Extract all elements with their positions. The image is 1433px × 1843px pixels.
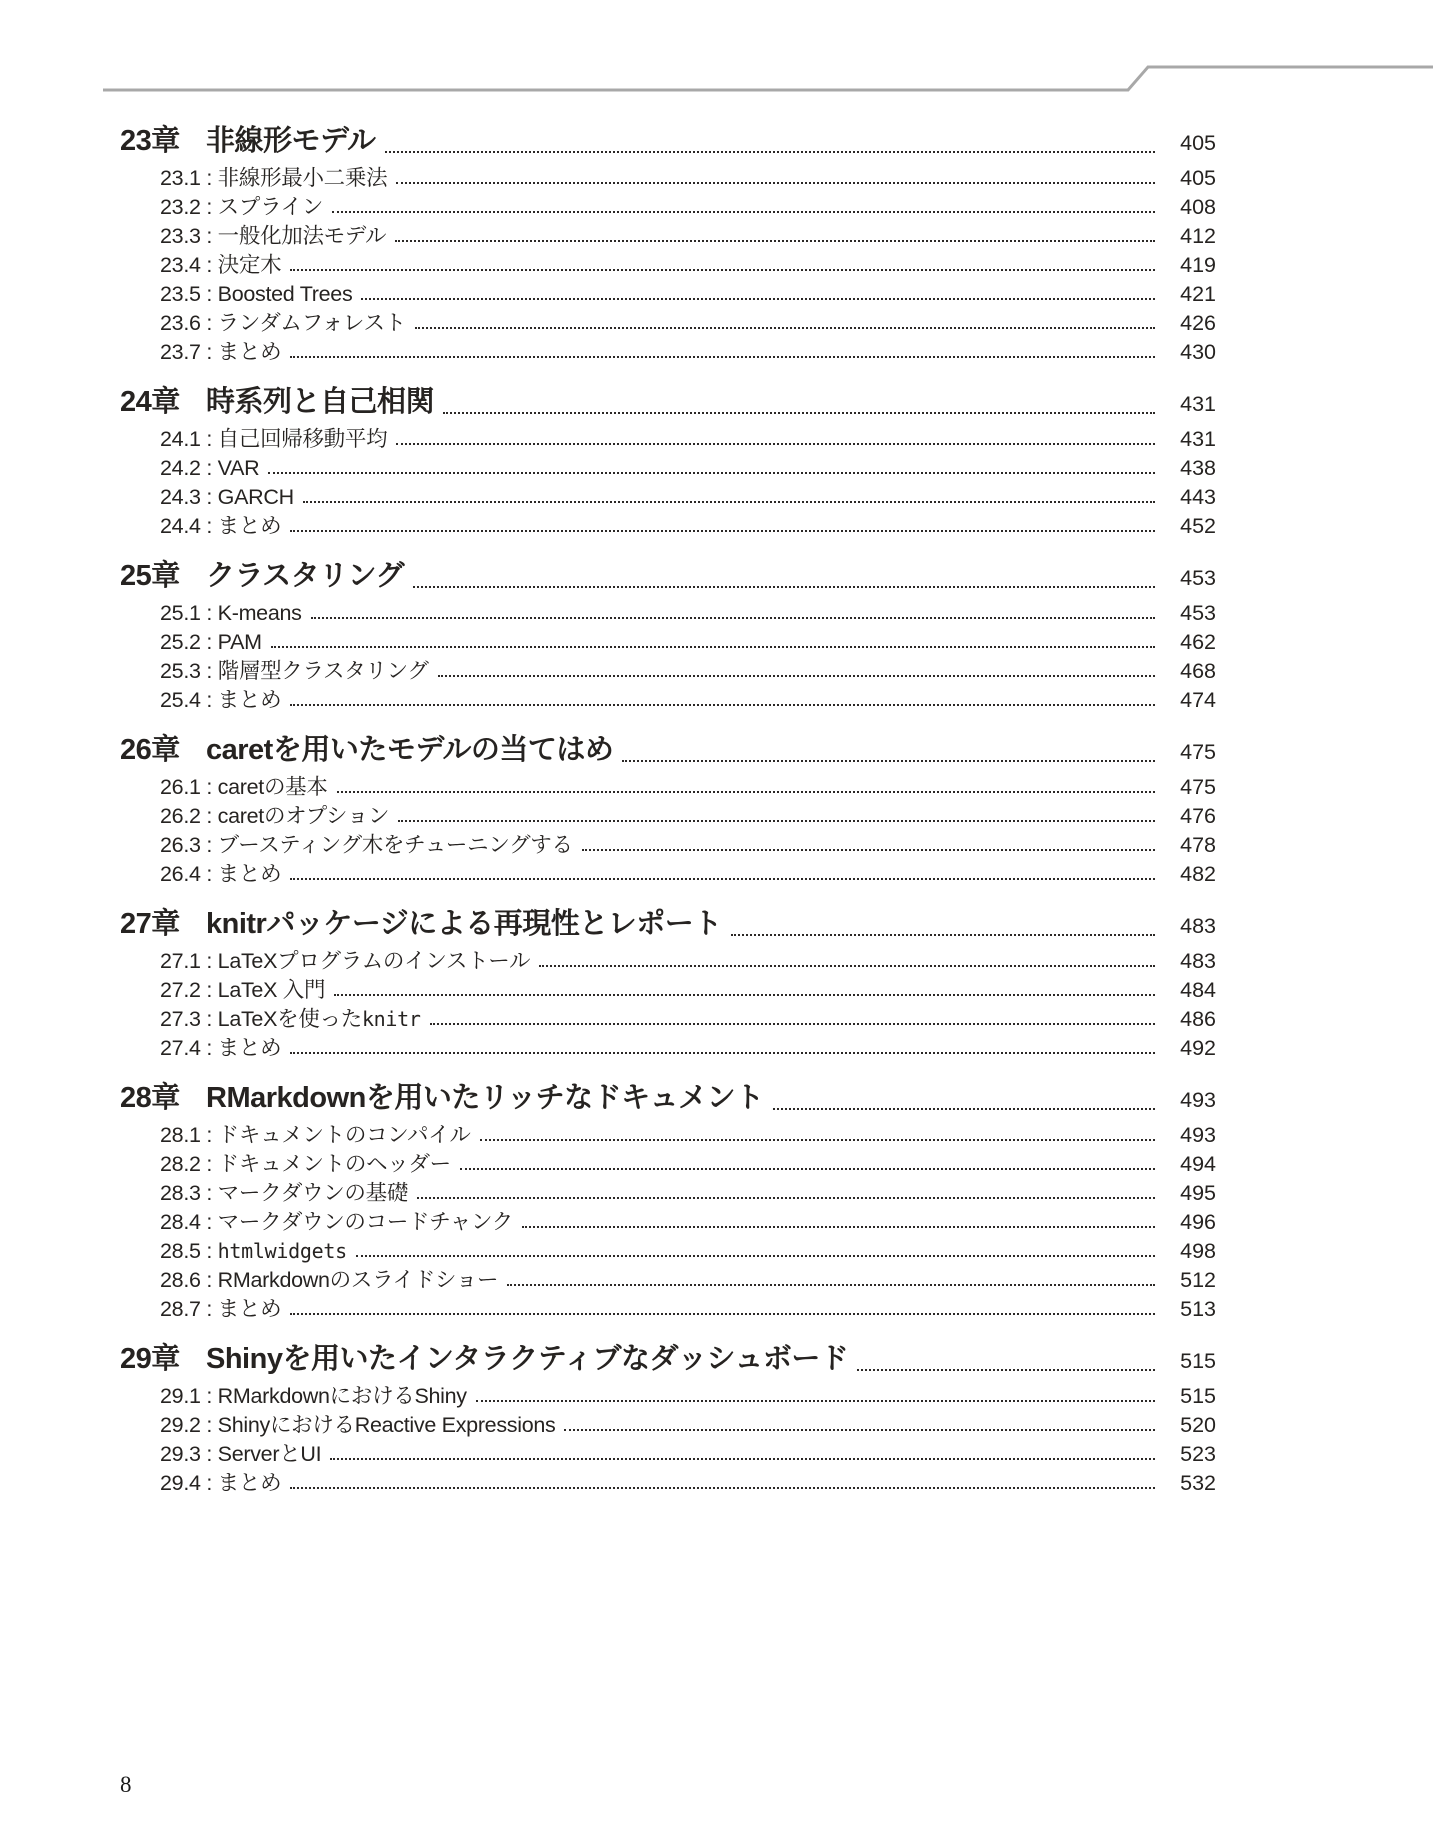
toc-section-row — [120, 338, 1216, 367]
section-label: 27.2 : LaTeX 入門 — [160, 978, 326, 1002]
toc-section-row — [120, 802, 1216, 831]
dotted-leader — [857, 1369, 1155, 1371]
top-rule-path — [103, 67, 1433, 90]
section-page-number: 421 — [1180, 282, 1216, 306]
section-page-number: 494 — [1180, 1152, 1216, 1176]
dotted-leader — [361, 298, 1155, 300]
section-page-number: 482 — [1180, 862, 1216, 886]
dotted-leader — [334, 994, 1155, 996]
chapter-number: 24章 — [120, 386, 180, 418]
folio-page-number: 8 — [120, 1772, 132, 1797]
chapter-title: caretを用いたモデルの当てはめ — [206, 734, 614, 766]
section-page-number: 523 — [1180, 1442, 1216, 1466]
chapter-number: 23章 — [120, 125, 180, 157]
dotted-leader — [290, 269, 1155, 271]
chapter-heading — [120, 121, 1216, 164]
section-label: 26.3 : ブースティング木をチューニングする — [160, 833, 573, 857]
toc-section-row — [120, 831, 1216, 860]
dotted-leader — [290, 1313, 1155, 1315]
section-label: 29.1 : RMarkdownにおけるShiny — [160, 1384, 467, 1408]
dotted-leader — [417, 1197, 1155, 1199]
section-label: 29.3 : ServerとUI — [160, 1442, 322, 1466]
toc-section-row — [120, 947, 1216, 976]
section-label: 24.3 : GARCH — [160, 485, 294, 509]
chapter-page-number: 475 — [1180, 740, 1216, 764]
section-page-number: 495 — [1180, 1181, 1216, 1205]
toc-section-row — [120, 1382, 1216, 1411]
toc-section-row — [120, 686, 1216, 715]
toc-section-row — [120, 657, 1216, 686]
section-page-number: 408 — [1180, 195, 1216, 219]
section-label: 28.5 : htmlwidgets — [160, 1239, 347, 1263]
toc-section-row — [120, 1150, 1216, 1179]
section-label: 23.5 : Boosted Trees — [160, 282, 353, 306]
toc-section-row — [120, 976, 1216, 1005]
toc-section-row — [120, 1179, 1216, 1208]
dotted-leader — [271, 646, 1155, 648]
section-label: 25.2 : PAM — [160, 630, 262, 654]
section-label: 25.4 : まとめ — [160, 688, 282, 712]
toc-chapter — [120, 382, 1216, 541]
chapter-page-number: 453 — [1180, 566, 1216, 590]
section-label: 23.6 : ランダムフォレスト — [160, 311, 406, 335]
dotted-leader — [330, 1458, 1155, 1460]
dotted-leader — [564, 1429, 1155, 1431]
section-label: 28.7 : まとめ — [160, 1297, 282, 1321]
dotted-leader — [290, 530, 1155, 532]
section-page-number: 438 — [1180, 456, 1216, 480]
chapter-title: RMarkdownを用いたリッチなドキュメント — [206, 1082, 764, 1114]
chapter-title: 時系列と自己相関 — [206, 386, 435, 418]
toc-section-row — [120, 512, 1216, 541]
toc-chapter — [120, 1339, 1216, 1498]
section-page-number: 483 — [1180, 949, 1216, 973]
toc-chapter — [120, 904, 1216, 1063]
toc-section-row — [120, 1266, 1216, 1295]
dotted-leader — [290, 878, 1155, 880]
toc-section-row — [120, 1034, 1216, 1063]
section-page-number: 493 — [1180, 1123, 1216, 1147]
section-label: 29.4 : まとめ — [160, 1471, 282, 1495]
section-label: 28.2 : ドキュメントのヘッダー — [160, 1152, 451, 1176]
section-label: 23.7 : まとめ — [160, 340, 282, 364]
toc-section-row — [120, 1411, 1216, 1440]
section-label: 27.3 : LaTeXを使ったknitr — [160, 1007, 421, 1031]
toc-section-row — [120, 1121, 1216, 1150]
section-label: 24.4 : まとめ — [160, 514, 282, 538]
toc-section-row — [120, 1237, 1216, 1266]
dotted-leader — [460, 1168, 1155, 1170]
toc-section-row — [120, 1005, 1216, 1034]
chapter-number: 28章 — [120, 1082, 180, 1114]
chapter-heading — [120, 904, 1216, 947]
section-label: 23.1 : 非線形最小二乗法 — [160, 166, 388, 190]
dotted-leader — [522, 1226, 1155, 1228]
toc-section-row — [120, 280, 1216, 309]
toc-section-row — [120, 193, 1216, 222]
section-page-number: 453 — [1180, 601, 1216, 625]
chapter-page-number: 405 — [1180, 131, 1216, 155]
dotted-leader — [311, 617, 1155, 619]
toc-section-row — [120, 222, 1216, 251]
section-page-number: 443 — [1180, 485, 1216, 509]
dotted-leader — [290, 356, 1155, 358]
section-page-number: 484 — [1180, 978, 1216, 1002]
chapter-number: 25章 — [120, 560, 180, 592]
section-page-number: 426 — [1180, 311, 1216, 335]
table-of-contents — [120, 121, 1216, 1498]
section-page-number: 431 — [1180, 427, 1216, 451]
dotted-leader — [507, 1284, 1155, 1286]
toc-section-row — [120, 309, 1216, 338]
section-page-number: 430 — [1180, 340, 1216, 364]
chapter-number: 26章 — [120, 734, 180, 766]
chapter-page-number: 515 — [1180, 1349, 1216, 1373]
chapter-number: 27章 — [120, 908, 180, 940]
dotted-leader — [438, 675, 1155, 677]
dotted-leader — [290, 1487, 1155, 1489]
dotted-leader — [480, 1139, 1155, 1141]
dotted-leader — [773, 1108, 1155, 1110]
dotted-leader — [395, 240, 1155, 242]
section-label: 28.3 : マークダウンの基礎 — [160, 1181, 409, 1205]
section-page-number: 419 — [1180, 253, 1216, 277]
section-page-number: 532 — [1180, 1471, 1216, 1495]
toc-section-row — [120, 1440, 1216, 1469]
toc-section-row — [120, 164, 1216, 193]
section-page-number: 515 — [1180, 1384, 1216, 1408]
toc-chapter — [120, 730, 1216, 889]
section-label: 24.2 : VAR — [160, 456, 260, 480]
section-label: 28.6 : RMarkdownのスライドショー — [160, 1268, 499, 1292]
section-label: 24.1 : 自己回帰移動平均 — [160, 427, 388, 451]
section-label: 23.2 : スプライン — [160, 195, 324, 219]
section-page-number: 405 — [1180, 166, 1216, 190]
toc-section-row — [120, 251, 1216, 280]
section-label: 26.1 : caretの基本 — [160, 775, 328, 799]
section-label: 26.2 : caretのオプション — [160, 804, 390, 828]
dotted-leader — [582, 849, 1155, 851]
section-page-number: 474 — [1180, 688, 1216, 712]
chapter-title: knitrパッケージによる再現性とレポート — [206, 908, 722, 940]
dotted-leader — [731, 934, 1155, 936]
chapter-page-number: 483 — [1180, 914, 1216, 938]
toc-section-row — [120, 454, 1216, 483]
dotted-leader — [356, 1255, 1155, 1257]
section-page-number: 468 — [1180, 659, 1216, 683]
dotted-leader — [337, 791, 1155, 793]
toc-section-row — [120, 1469, 1216, 1498]
dotted-leader — [430, 1023, 1155, 1025]
section-label: 23.4 : 決定木 — [160, 253, 282, 277]
section-label: 29.2 : ShinyにおけるReactive Expressions — [160, 1413, 556, 1437]
section-label: 28.4 : マークダウンのコードチャンク — [160, 1210, 513, 1234]
section-page-number: 452 — [1180, 514, 1216, 538]
section-label: 28.1 : ドキュメントのコンパイル — [160, 1123, 471, 1147]
section-page-number: 496 — [1180, 1210, 1216, 1234]
chapter-title: クラスタリング — [206, 560, 405, 592]
section-page-number: 476 — [1180, 804, 1216, 828]
dotted-leader — [415, 327, 1155, 329]
section-label: 23.3 : 一般化加法モデル — [160, 224, 387, 248]
dotted-leader — [303, 501, 1155, 503]
toc-chapter — [120, 121, 1216, 367]
dotted-leader — [413, 586, 1155, 588]
toc-section-row — [120, 425, 1216, 454]
section-title-code: htmlwidgets — [217, 1239, 347, 1263]
dotted-leader — [539, 965, 1155, 967]
chapter-page-number: 431 — [1180, 392, 1216, 416]
section-label: 25.1 : K-means — [160, 601, 302, 625]
chapter-heading — [120, 382, 1216, 425]
dotted-leader — [290, 1052, 1155, 1054]
dotted-leader — [290, 704, 1155, 706]
toc-section-row — [120, 1295, 1216, 1324]
dotted-leader — [443, 412, 1155, 414]
toc-chapter — [120, 1078, 1216, 1324]
section-page-number: 478 — [1180, 833, 1216, 857]
section-page-number: 512 — [1180, 1268, 1216, 1292]
dotted-leader — [622, 760, 1155, 762]
chapter-heading — [120, 1078, 1216, 1121]
chapter-title: Shinyを用いたインタラクティブなダッシュボード — [206, 1343, 849, 1375]
chapter-heading — [120, 1339, 1216, 1382]
chapter-page-number: 493 — [1180, 1088, 1216, 1112]
toc-chapter — [120, 556, 1216, 715]
toc-section-row — [120, 860, 1216, 889]
section-title-code: knitr — [361, 1007, 421, 1031]
chapter-number: 29章 — [120, 1343, 180, 1375]
section-page-number: 498 — [1180, 1239, 1216, 1263]
section-page-number: 475 — [1180, 775, 1216, 799]
dotted-leader — [396, 443, 1155, 445]
toc-section-row — [120, 1208, 1216, 1237]
dotted-leader — [476, 1400, 1155, 1402]
dotted-leader — [398, 820, 1155, 822]
chapter-title: 非線形モデル — [206, 125, 376, 157]
section-label: 25.3 : 階層型クラスタリング — [160, 659, 429, 683]
dotted-leader — [332, 211, 1155, 213]
dotted-leader — [385, 151, 1155, 153]
top-rule-decoration — [0, 0, 1433, 110]
section-label: 27.4 : まとめ — [160, 1036, 282, 1060]
toc-section-row — [120, 773, 1216, 802]
section-page-number: 513 — [1180, 1297, 1216, 1321]
section-page-number: 520 — [1180, 1413, 1216, 1437]
section-label: 27.1 : LaTeXプログラムのインストール — [160, 949, 531, 973]
toc-section-row — [120, 628, 1216, 657]
section-page-number: 412 — [1180, 224, 1216, 248]
chapter-heading — [120, 730, 1216, 773]
section-label: 26.4 : まとめ — [160, 862, 282, 886]
toc-section-row — [120, 483, 1216, 512]
dotted-leader — [396, 182, 1155, 184]
toc-section-row — [120, 599, 1216, 628]
section-page-number: 462 — [1180, 630, 1216, 654]
section-page-number: 486 — [1180, 1007, 1216, 1031]
section-page-number: 492 — [1180, 1036, 1216, 1060]
dotted-leader — [268, 472, 1155, 474]
chapter-heading — [120, 556, 1216, 599]
